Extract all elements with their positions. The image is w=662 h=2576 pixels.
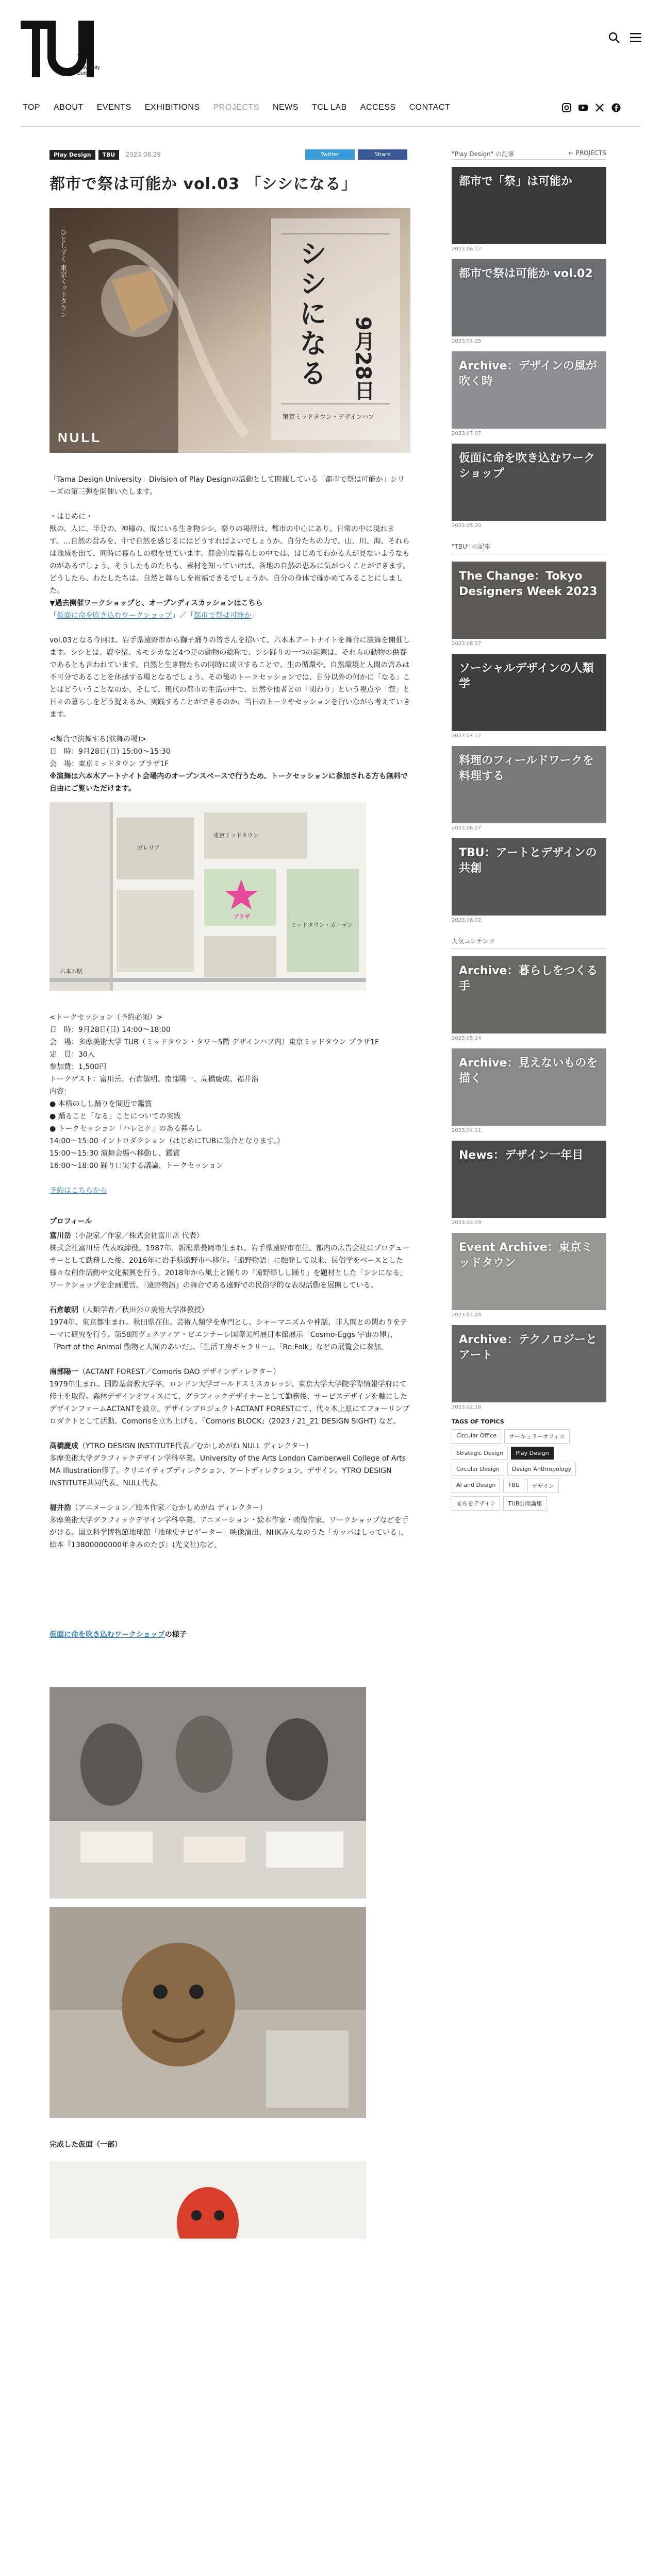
talk-fee: 参加費：1,500円 <box>49 1063 107 1071</box>
topic-tag[interactable]: TBU <box>503 1479 524 1493</box>
sidebar-card-caption: 都市で「祭」は可能か <box>459 175 573 188</box>
topic-tag[interactable]: TUB公開講座 <box>503 1496 547 1511</box>
article-title: 都市で祭は可能か vol.03 「シシになる」 <box>49 175 357 193</box>
event-date: 日 時：9月28日(日) 15:00〜15:30 <box>49 748 171 756</box>
topics-title: TAGS OF TOPICS <box>452 1418 504 1425</box>
nav-exhibitions[interactable]: EXHIBITIONS <box>144 103 200 112</box>
sidebar-card-caption: Archive：暮らしをつくる手 <box>459 964 598 993</box>
sidebar-group3-label: 人気コンテンツ <box>452 937 606 949</box>
sidebar-card-caption: The Change：Tokyo Designers Week 2023 <box>459 570 598 598</box>
profile-name: 高橋慶成 <box>49 1442 78 1450</box>
sidebar-card[interactable] <box>452 654 606 731</box>
completed-label: 完成した仮面（一部） <box>49 2141 122 2149</box>
topics-panel <box>452 1418 606 1511</box>
sidebar-card-date: 2023.06.27 <box>452 825 482 831</box>
workshop-photo-link[interactable]: 仮面に命を吹き込むワークショップ <box>49 1631 165 1639</box>
hajimeni-body: 獣の、人に、半分の、神様の、間にいる生き物シシ。祭りの場所は、都市の中心にあり、日常の中に現れます。…自然の営みを、中で自然を感じるにはどうすればよいでしょうか。自分たちの力で、山、川、海、それらは地域を出て、同時に暮らしの根を見ています。都会的な暮らしの中では、はじめてわかる人が見ないようなものがあるでしょう。そうしたものたちも、素材を知っていけば、各地の自然の恵みに気がつくことができます。どうしたら、わたしたちは、自然と暮らしを祝福できるでしょうか。自分の身体で確かめてみることにしました。 <box>49 525 410 595</box>
sidebar-card[interactable] <box>452 167 606 244</box>
topic-tag[interactable]: Circular Office <box>452 1429 501 1444</box>
facebook-icon[interactable] <box>611 103 621 112</box>
topic-tag[interactable]: Design Anthropology <box>507 1463 576 1476</box>
profile-role: （小説家／作家／株式会社富川岳 代表） <box>71 1232 204 1240</box>
social-links <box>562 103 621 112</box>
nav-events[interactable]: EVENTS <box>96 103 131 112</box>
topic-tag[interactable]: デザイン <box>527 1479 559 1493</box>
share-buttons <box>305 149 407 160</box>
vol03-body: vol.03となる今回は、岩手県遠野市から獅子踊りの皆さんを招いて、六本木アートナイトを舞台に演舞を開催します。シシとは、鹿や猪、カモシカなど4つ足の動物の総称で、シシ踊りの一つの起源は、それらの動物の供養であるとも言われています。自然と生き物たちの同時に成立することで、生の循環や、自然環境と人間の営みは不可分であることを体感する場となるでしょう。その後のトークセッションでは、自分以外の何かに「なる」ことはどういうことなのか、そして、現代の都市の生活の中で、自然や他者との「関わり」という視点や「祭」と日々の暮らしをどう捉えるか、実践することができるのか、当日のトークやセッションを行いながら考えていきます。 <box>49 636 410 719</box>
logo-sub-line: Tama <box>77 54 90 59</box>
sidebar-card[interactable] <box>452 1141 606 1218</box>
hero-poster <box>49 208 410 453</box>
logo-sub-line: Bureau <box>77 71 94 76</box>
profile-body: 1974年、東京都生まれ。秋田県在住。芸術人類学を専門とし、シャーマニズムや神話、非人間との関わりをテーマに研究を行う。第58回ヴェネツィア・ビエンナーレ国際美術展日本館展示「Cosmo-Eggs 宇宙の卵」、「Part of the Animal 動物と人間のあいだ」、「生活工房ギャラリー」、「Re:Folk」などの展覧会に参加。 <box>49 1318 408 1351</box>
talk-content-item: ● 踊ること「なる」ことについての実践 <box>49 1112 181 1121</box>
map-label: 東京ミッドタウン <box>213 832 259 839</box>
talk-place: 会 場：多摩美術大学 TUB（ミッドタウン・タワー5階 デザインハブ内）東京ミッドタウン プラザ1F <box>49 1038 379 1046</box>
profile <box>49 1230 410 1292</box>
youtube-icon[interactable] <box>578 103 588 112</box>
sidebar-card-date: 2023.05.14 <box>452 1036 482 1041</box>
profile-body: 1979年生まれ。国際基督教大学卒。ロンドン大学ゴールドスミスカレッジ、東京大学大学院学際情報学府にて修士を取得。森林デザインオフィスにて、グラフィックデザイナーとして勤務後、サービスデザインを軸にしたデザインファームACTANTを設立。デザインプロジェクトACTANT FORESTにて、代々木上原にてフォーリンプロダクトとして活動。Comorisを立ち上げる。「Comoris BLOCK」(2023 / 21_21 DESIGN SIGHT) など。 <box>49 1380 410 1426</box>
workshop-photo-2 <box>49 1907 366 2118</box>
workshop-photo-caption <box>49 1629 410 1641</box>
nav-about[interactable]: ABOUT <box>54 103 84 112</box>
tag-play-design[interactable]: Play Design <box>49 150 95 160</box>
talk-capacity: 定 員：30人 <box>49 1050 95 1059</box>
profile-role: （YTRO DESIGN INSTITUTE代表／むかしめがね NULL ディレクター） <box>78 1442 313 1450</box>
map-label: プラザ <box>233 913 250 920</box>
topic-tag[interactable]: まちをデザイン <box>452 1496 500 1511</box>
sidebar-card[interactable] <box>452 956 606 1033</box>
sidebar-card-caption: 料理のフィールドワークを料理する <box>459 754 594 783</box>
article <box>49 149 410 2239</box>
profile-label: プロフィール <box>49 1217 92 1226</box>
topics-grid <box>452 1429 606 1511</box>
hero-date: 9月28日 <box>351 316 375 401</box>
topic-tag[interactable]: Circular Design <box>452 1463 504 1476</box>
sidebar-card-caption: News：デザイン一年目 <box>459 1149 584 1162</box>
article-date: 2023.08.29 <box>125 151 161 158</box>
sidebar-card-date: 2023.03.04 <box>452 1312 482 1318</box>
twitter-share-button[interactable]: Twitter <box>305 149 355 160</box>
sidebar-card-caption: Archive：テクノロジーとアート <box>459 1333 598 1362</box>
sidebar-card[interactable] <box>452 1325 606 1402</box>
talk-content-item: ● 本格のしし踊りを間近で鑑賞 <box>49 1100 152 1108</box>
sidebar-card[interactable] <box>452 562 606 639</box>
map-label: ガレリア <box>137 844 160 851</box>
main-nav <box>23 103 464 112</box>
reserve-link[interactable]: 予約はこちらから <box>49 1187 107 1195</box>
profile-name: 富川岳 <box>49 1232 71 1240</box>
event-place: 会 場：東京ミッドタウン プラザ1F <box>49 760 169 768</box>
profile <box>49 1366 410 1428</box>
profile-name: 南部陽一 <box>49 1368 78 1376</box>
topic-tag[interactable]: AI and Design <box>452 1479 500 1493</box>
sidebar-card[interactable] <box>452 444 606 521</box>
talk-schedule-item: 16:00〜18:00 踊り口実する議論、トークセッション <box>49 1162 223 1170</box>
sidebar-card-caption: 仮面に命を吹き込むワークショップ <box>459 452 595 480</box>
profile <box>49 1440 410 1489</box>
projects-link-label: PROJECTS <box>575 149 606 157</box>
header-divider <box>21 126 641 127</box>
sidebar-card-date: 2023.06.02 <box>452 918 482 923</box>
sidebar-card-caption: ソーシャルデザインの人類学 <box>459 662 594 690</box>
hero-bottom-text: NULL <box>58 430 102 445</box>
hamburger-menu-icon[interactable] <box>630 33 641 42</box>
profile-body: 多摩美術大学グラフィックデザイン学科卒業。アニメーション・絵本作家・映像作家。ワークショップなどを手がける。国立科学博物館地球館「地球史ナビゲーター」映像演出、NHKみんなのうた「カッパはしっている」、絵本『13800000000年きみのたび』(光文社)など。 <box>49 1516 409 1549</box>
nav-top[interactable]: TOP <box>23 103 41 112</box>
sidebar-card[interactable] <box>452 1048 606 1126</box>
sidebar-card[interactable] <box>452 838 606 916</box>
hero-tagline: 東京ミッドタウン・デザインハブ <box>283 413 375 420</box>
site-header <box>0 0 662 118</box>
sidebar-card-caption: Event Archive：東京ミッドタウン <box>459 1241 593 1269</box>
search-icon[interactable] <box>608 32 620 43</box>
topic-tag[interactable]: Strategic Design <box>452 1447 508 1460</box>
workshop-link-2[interactable]: 都市で祭は可能か <box>193 612 252 620</box>
event-label: <舞台で演舞する(演舞の場)> <box>49 735 147 743</box>
logo-sub-line: University <box>77 65 100 71</box>
talk-schedule-item: 15:00〜15:30 演舞会場へ移動し、鑑賞 <box>49 1149 180 1158</box>
workshop-photo-suffix: の様子 <box>164 1631 187 1639</box>
tag-tbu[interactable]: TBU <box>98 150 120 160</box>
workshop-photo-1 <box>49 1687 366 1899</box>
profile <box>49 1502 410 1551</box>
article-tags <box>49 149 410 160</box>
map-label: ミッドタウン・ガーデン <box>291 922 353 928</box>
talk-content-item: ● トークセッション「ハレとケ」のある暮らし <box>49 1125 203 1133</box>
profile <box>49 1304 410 1353</box>
logo-sub-line: Design <box>77 59 94 65</box>
sidebar-card-date: 2023.03.29 <box>452 1220 482 1226</box>
sidebar-card-caption: 都市で祭は可能か vol.02 <box>459 267 593 280</box>
talk-label: <トークセッション（予約必須）> <box>49 1013 163 1022</box>
hero-left-text: ひとしずく 東京ミッドタウン <box>59 229 67 318</box>
talk-content-label: 内容： <box>49 1088 71 1096</box>
event-note: ※演舞は六本木アートナイト会場内のオープンスペースで行うため、トークセッションに参加される方も無料で自由にご覧いただけます。 <box>49 772 408 793</box>
hero-kanji: シシになる <box>295 239 328 388</box>
sidebar-card-date: 2023.08.07 <box>452 641 482 647</box>
topic-tag-active[interactable]: Play Design <box>511 1447 553 1460</box>
logo-sub <box>77 54 100 76</box>
sidebar-card[interactable] <box>452 259 606 336</box>
projects-link[interactable]: ← PROJECTS <box>568 149 606 157</box>
sidebar-card[interactable] <box>452 746 606 823</box>
topic-tag[interactable]: サーキュラーオフィス <box>504 1429 570 1444</box>
profile-name: 石倉敏明 <box>49 1306 78 1314</box>
nav-tcl-lab[interactable]: TCL LAB <box>311 103 347 112</box>
sidebar-card-date: 2023.07.17 <box>452 733 482 739</box>
sidebar-card-date: 2023.07.25 <box>452 338 482 344</box>
nav-news[interactable]: NEWS <box>272 103 299 112</box>
sidebar <box>452 149 606 1511</box>
talk-schedule-item: 14:00〜15:00 イントロダクション（はじめにTUBに集合となります。） <box>49 1137 285 1145</box>
map-label: 六本木駅 <box>60 968 82 975</box>
hajimeni-label: ・はじめに・ <box>49 513 93 521</box>
nav-projects[interactable]: PROJECTS <box>213 103 259 112</box>
talk-date: 日 時：9月28日(日) 14:00〜18:00 <box>49 1026 171 1034</box>
sidebar-card-date: 2023.06.12 <box>452 246 482 252</box>
profile-role: （人類学者／秋田公立美術大学准教授） <box>78 1306 208 1314</box>
profile-body: 多摩美術大学グラフィックデザイン学科卒業。University of the Arts London Camberwell College of Arts MA Illustration修了。クリエイティブディレクション、アートディレクション、デザイン。YTRO DESIGN INSTITUTE共同代表。NULL代表。 <box>49 1454 406 1487</box>
profile-name: 福井浩 <box>49 1504 71 1512</box>
instagram-icon[interactable] <box>562 103 571 112</box>
venue-map <box>49 802 366 991</box>
sidebar-card-date: 2023.02.18 <box>452 1404 482 1410</box>
sidebar-card[interactable] <box>452 1233 606 1310</box>
workshop-label: ▼過去開催ワークショップと、オープンディスカッションはこちら <box>49 599 263 607</box>
workshop-links: 「仮面に命を吹き込むワークショップ」／「都市で祭は可能か」 <box>49 612 259 620</box>
facebook-share-button[interactable]: Share <box>358 149 407 160</box>
profile-role: （ACTANT FOREST／Comoris DAO デザインディレクター） <box>78 1368 280 1376</box>
x-icon[interactable] <box>595 103 604 112</box>
profile-body: 株式会社富川岳 代表取締役。1987年、新潟県長岡市生まれ。岩手県遠野市在住。都内の広告会社にプロデューサーとして勤務した後、2016年に岩手県遠野市へ移住。「遠野物語」に触発して以来、民俗学をベースとした様々な創作活動や文化振興を行う。2018年から風土と踊りの「遠野郷しし踊り」を題材とした「シシになる」ワークショップを企画運営。『遠野物語』の舞台である遠野での民俗学的な表現活動を展開している。 <box>49 1244 410 1290</box>
sidebar-card-caption: Archive：デザインの風が吹く時 <box>459 360 597 388</box>
sidebar-card-caption: TBU：アートとデザインの共創 <box>459 846 597 875</box>
sidebar-head <box>452 149 606 160</box>
sidebar-card[interactable] <box>452 351 606 429</box>
sidebar-card-caption: Archive：見えないものを描く <box>459 1057 598 1085</box>
talk-guests: トークゲスト：富川岳、石倉敏明、南部陽一、高橋慶成、福井浩 <box>49 1075 259 1083</box>
profile-role: （アニメーション／絵本作家／むかしめがね ディレクター） <box>71 1504 267 1512</box>
workshop-link-1[interactable]: 仮面に命を吹き込むワークショップ <box>57 612 172 620</box>
completed-mask-photo <box>49 2161 366 2239</box>
intro-text: 「Tama Design University」Division of Play Designの活動として開催している「都市で祭は可能か」シリーズの第三弾を開催いたします。 <box>49 476 405 496</box>
sidebar-group2-label: "TBU" の記事 <box>452 542 606 554</box>
nav-access[interactable]: ACCESS <box>360 103 396 112</box>
sidebar-card-date: 2023.05.20 <box>452 523 482 529</box>
nav-contact[interactable]: CONTACT <box>409 103 451 112</box>
sidebar-card-date: 2023.04.11 <box>452 1128 482 1133</box>
sidebar-card-date: 2023.07.07 <box>452 431 482 436</box>
sidebar-group-label: "Play Design" の記事 <box>452 150 515 158</box>
